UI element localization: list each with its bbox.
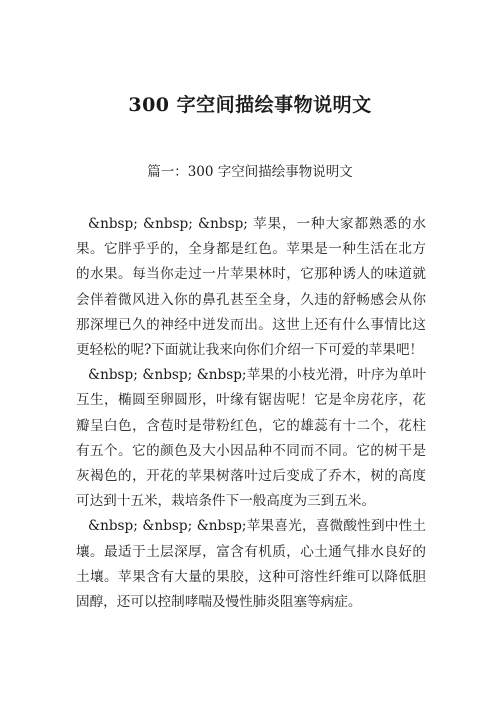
document-title: 300 字空间描绘事物说明文 (128, 94, 372, 116)
paragraph-description: &nbsp; &nbsp; &nbsp;苹果的小枝光滑，叶序为单叶互生，椭圆至卵圆形，叶缘有锯齿呢！它是伞房花序，花瓣呈白色，含苞时是带粉红色，它的雄蕊有十二个，花柱有五个。它的颜色及大小因品种不同而不同。它的树干是灰褐色的，开花的苹果树落叶过后变成了乔木，树的高度可达到十五米，栽培条件下一般高度为三到五米。 (76, 367, 426, 510)
section-title: 篇一：300 字空间描绘事物说明文 (147, 164, 353, 180)
document-body (76, 212, 426, 615)
paragraph-habitat: &nbsp; &nbsp; &nbsp;苹果喜光，喜微酸性到中性土壤。最适于土层深厚，富含有机质，心土通气排水良好的土壤。苹果含有大量的果胶，这种可溶性纤维可以降低胆固醇，还可以控制哮喘及慢性肺炎阻塞等病症。 (76, 518, 426, 611)
paragraph-intro: &nbsp; &nbsp; &nbsp; 苹果，一种大家都熟悉的水果。它胖乎乎的，全身都是红色。苹果是一种生活在北方的水果。每当你走过一片苹果林时，它那种诱人的味道就会伴着微风进入你的鼻孔甚至全身，久违的舒畅感会从你那深埋已久的神经中迸发而出。这世上还有什么事情比这更轻松的呢?下面就让我来向你们介绍一下可爱的苹果吧！ (76, 216, 426, 359)
